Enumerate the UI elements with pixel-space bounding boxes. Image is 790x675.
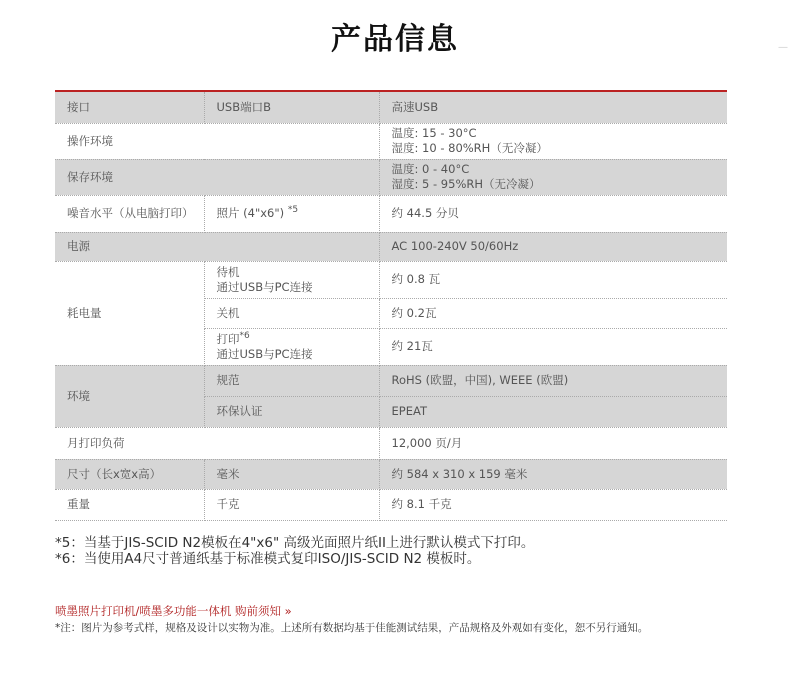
- table-row: [55, 459, 727, 489]
- row-value: 约 21瓦: [379, 328, 727, 365]
- disclaimer-text: *注：图片为参考式样，规格及设计以实物为准。上述所有数据均基于佳能测试结果，产品规格及外观如有变化，恕不另行通知。: [55, 622, 649, 634]
- footnote-6: *6：当使用A4尺寸普通纸基于标准模式复印ISO/JIS-SCID N2 模板时。: [55, 551, 481, 567]
- row-value: 高速USB: [379, 91, 727, 123]
- row-value: 约 0.2瓦: [379, 298, 727, 328]
- table-row: [55, 232, 727, 261]
- row-value: 温度: 15 - 30°C 湿度: 10 - 80%RH（无冷凝）: [379, 123, 727, 159]
- table-row: [55, 195, 727, 232]
- page-title: 产品信息: [331, 22, 459, 57]
- row-value: 约 8.1 千克: [379, 489, 727, 520]
- row-label: 环境: [55, 365, 204, 427]
- row-value: RoHS (欧盟，中国), WEEE (欧盟): [379, 365, 727, 396]
- footnote-5: *5：当基于JIS-SCID N2模板在4"x6" 高级光面照片纸II上进行默认模式下打印。: [55, 535, 535, 551]
- table-row: [55, 159, 727, 195]
- row-sub: 打印$^{*6}$ 通过USB与PC连接: [204, 328, 379, 365]
- row-label: 保存环境: [55, 159, 379, 195]
- row-label: 尺寸（长x宽x高）: [55, 459, 204, 489]
- row-sub: 千克: [204, 489, 379, 520]
- row-label: 操作环境: [55, 123, 379, 159]
- row-value: 约 0.8 瓦: [379, 261, 727, 298]
- row-sub: 照片 (4"x6") $^{*5}$: [204, 195, 379, 232]
- row-label: 重量: [55, 489, 204, 520]
- row-sub: USB端口B: [204, 91, 379, 123]
- row-value: EPEAT: [379, 396, 727, 427]
- footnotes: [55, 535, 534, 567]
- table-row: [55, 427, 727, 459]
- row-value: 约 44.5 分贝: [379, 195, 727, 232]
- row-label: 噪音水平（从电脑打印）: [55, 195, 204, 232]
- row-sub: 毫米: [204, 459, 379, 489]
- row-sub: 规范: [204, 365, 379, 396]
- table-row: [55, 123, 727, 159]
- table-row: [55, 261, 727, 298]
- row-sub: 待机 通过USB与PC连接: [204, 261, 379, 298]
- decorative-dash: —: [778, 42, 788, 53]
- row-value: 12,000 页/月: [379, 427, 727, 459]
- row-label: 耗电量: [55, 261, 204, 365]
- row-label: 月打印负荷: [55, 427, 379, 459]
- table-row: [55, 91, 727, 123]
- row-value: 温度: 0 - 40°C 湿度: 5 - 95%RH（无冷凝）: [379, 159, 727, 195]
- row-label: 接口: [55, 91, 204, 123]
- row-label: 电源: [55, 232, 379, 261]
- spec-table: [55, 90, 727, 521]
- table-row: [55, 365, 727, 396]
- table-row: [55, 489, 727, 520]
- row-sub: 关机: [204, 298, 379, 328]
- purchase-notice-link[interactable]: 喷墨照片打印机/喷墨多功能一体机 购前须知 »: [55, 604, 292, 618]
- row-value: 约 584 x 310 x 159 毫米: [379, 459, 727, 489]
- row-sub: 环保认证: [204, 396, 379, 427]
- row-value: AC 100-240V 50/60Hz: [379, 232, 727, 261]
